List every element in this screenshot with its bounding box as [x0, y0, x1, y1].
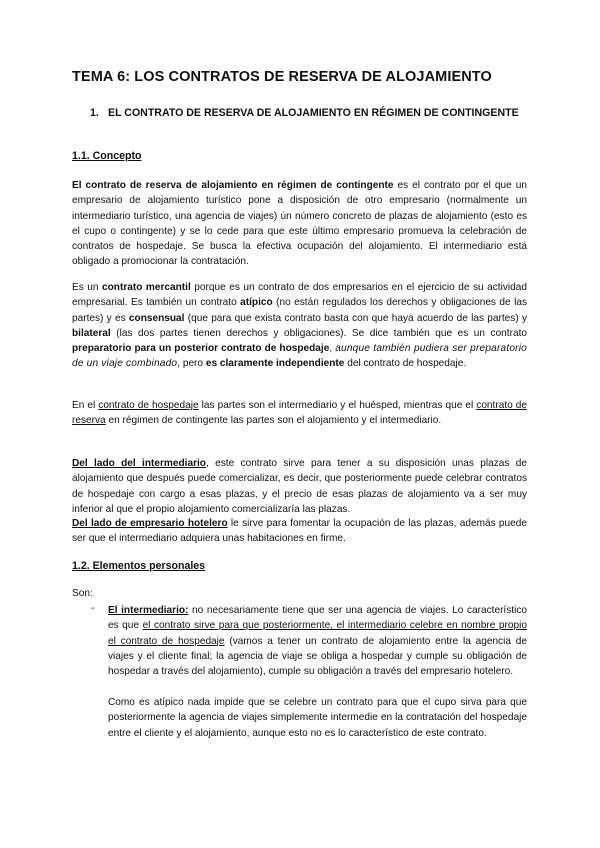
paragraph-parties: En el contrato de hospedaje las partes son el intermediario y el huésped, mientras que el contrato de reserva en régimen de contingente las partes son el alojamiento y el intermediario. — [72, 400, 527, 427]
section-title: EL CONTRATO DE RESERVA DE ALOJAMIENTO EN RÉGIMEN DE CONTINGENTE — [108, 107, 519, 119]
subsection-heading-elementos: 1.2. Elementos personales — [72, 560, 206, 572]
paragraph-intermediary-side: Del lado del intermediario, este contrato sirve para tener a su disposición unas plazas de alojamiento que después puede comercializar, es decir, que posteriormente puede celebrar contratos de hospedaje con cargo a esas plazas, y el precio de esas plazas de alojamiento va a ser muy inferior al que el propio alojamiento comercializaría las plazas. — [72, 458, 527, 515]
definition-term: El contrato de reserva de alojamiento en régimen de contingente — [72, 180, 394, 191]
page-title: TEMA 6: LOS CONTRATOS DE RESERVA DE ALOJAMIENTO — [72, 69, 492, 85]
list-item-intermediario: El intermediario: no necesariamente tiene que ser una agencia de viajes. Lo característico es que el contrato sirve para que posteriormente, el intermediario celebre en nombre propio el contrato de hospedaje (vamos a tener un contrato de alojamiento entre la agencia de viajes y el cliente final; la agencia de viaje se obliga a hospedar y cumple su obligación de hospedar a través del alojamiento), cumple su obligación a través del empresario hotelero. — [108, 605, 527, 678]
list-intro: Son: — [72, 588, 93, 599]
list-bullet: - — [91, 603, 95, 614]
paragraph-characteristics: Es un contrato mercantil porque es un contrato de dos empresarios en el ejercicio de su actividad empresarial. Es también un contrato atípico (no están regulados los derechos y obligaciones de las partes) y es consensual (que para que exista contrato basta con que haya acuerdo de las partes) y bilateral (las dos partes tienen derechos y obligaciones). Se dice también que es un contrato preparatorio para un posterior contrato de hospedaje, aunque también pudiera ser preparatorio de un viaje combinado, pero es claramente independiente del contrato de hospedaje. — [72, 282, 527, 370]
paragraph-hotel-side: Del lado de empresario hotelero le sirve para fomentar la ocupación de las plazas, además puede ser que el intermediario adquiera unas habitaciones en firme. — [72, 518, 527, 545]
section-heading — [90, 106, 528, 121]
subsection-heading-concepto: 1.1. Concepto — [72, 150, 142, 162]
section-number: 1. — [90, 107, 99, 119]
paragraph-definition: El contrato de reserva de alojamiento en régimen de contingente es el contrato por el que un empresario de alojamiento turístico pone a disposición de otro empresario (normalmente un intermediario turístico, una agencia de viajes) ún número concreto de plazas de alojamiento (esto es el cupo o contingente) y se lo cede para que este último empresario promueva la celebración de contratos de hospedaje. Se busca la efectiva ocupación del alojamiento. El intermediario está obligado a promocionar la contratación. — [72, 180, 527, 268]
list-item-intermediario-continued: Como es atípico nada impide que se celebre un contrato para que el cupo sirva para que posteriormente la agencia de viajes simplemente intermedie en la contratación del hospedaje entre el cliente y el alojamiento, aunque esto no es lo característico de este contrato. — [108, 697, 527, 739]
